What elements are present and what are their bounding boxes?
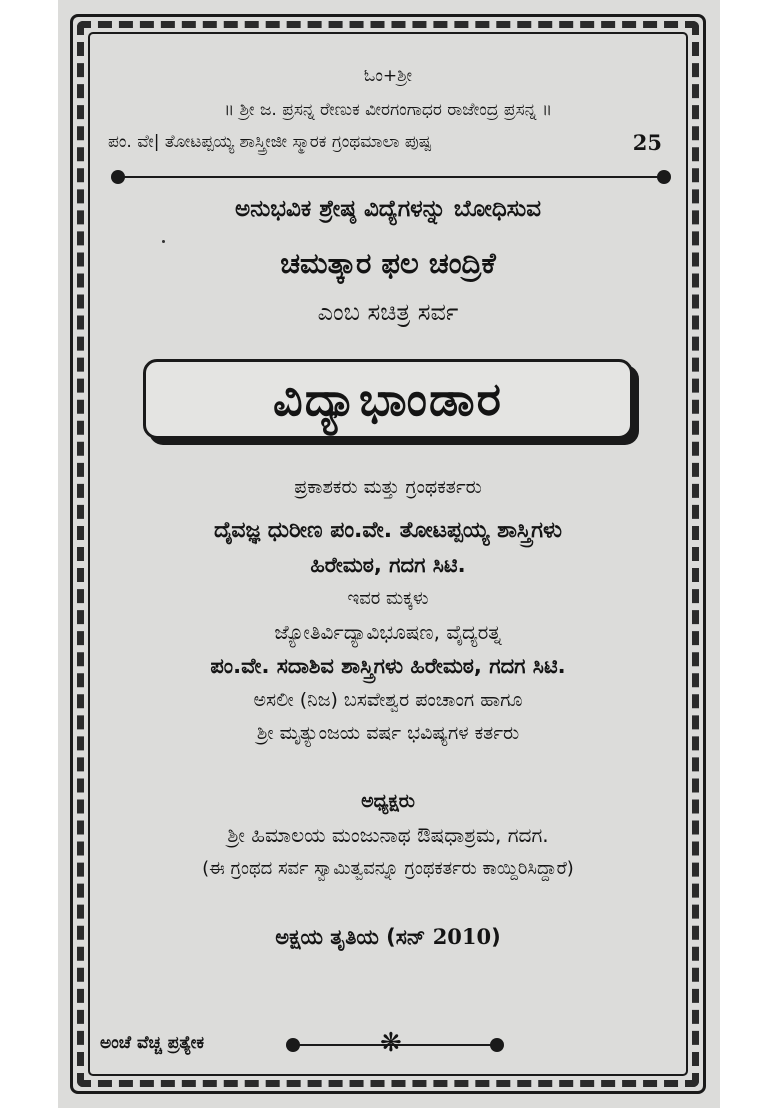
varsha-line: ಶ್ರೀ ಮೃತ್ಯುಂಜಯ ವರ್ಷ ಭವಿಷ್ಯಗಳ ಕರ್ತರು bbox=[256, 722, 520, 744]
divider-dot-left bbox=[111, 170, 125, 184]
president-label: ಅಧ್ಯಕ್ಷರು bbox=[361, 790, 415, 812]
president-name: ಶ್ರೀ ಹಿಮಾಲಯ ಮಂಜುನಾಥ ಔಷಧಾಶ್ರಮ, ಗದಗ. bbox=[227, 823, 549, 847]
author-name: ದೈವಜ್ಞ ಧುರೀಣ ಪಂ.ವೇ. ತೋಟಪ್ಪಯ್ಯ ಶಾಸ್ತ್ರಿಗಳು bbox=[214, 518, 562, 543]
footer-dot-left bbox=[286, 1038, 300, 1052]
subtitle-line-3: ಎಂಬ ಸಚಿತ್ರ ಸರ್ವ bbox=[317, 298, 459, 326]
publication-date bbox=[100, 924, 676, 950]
series-number: 25 bbox=[632, 130, 662, 155]
date-suffix: ) bbox=[491, 925, 501, 949]
their-children-label: ಇವರ ಮಕ್ಕಳು bbox=[347, 588, 429, 609]
subtitle-line-1: ಅನುಭವಿಕ ಶ್ರೇಷ್ಠ ವಿದ್ಯೆಗಳನ್ನು ಬೋಧಿಸುವ bbox=[235, 196, 541, 222]
son-name: ಪಂ.ವೇ. ಸದಾಶಿವ ಶಾಸ್ತ್ರಿಗಳು ಹಿರೇಮಠ, ಗದಗ ಸಿಟಿ. bbox=[210, 654, 566, 678]
publisher-label: ಪ್ರಕಾಶಕರು ಮತ್ತು ಗ್ರಂಥಕರ್ತರು bbox=[294, 476, 482, 498]
date-prefix: ಅಕ್ಷಯ ತೃತಿಯ (ಸನ್ bbox=[275, 925, 426, 949]
flourish-ornament-icon: ❋ bbox=[380, 1028, 402, 1058]
panchanga-line: ಅಸಲೀ (ನಿಜ) ಬಸವೇಶ್ವರ ಪಂಚಾಂಗ ಹಾಗೂ bbox=[253, 689, 523, 711]
rights-notice: (ಈ ಗ್ರಂಥದ ಸರ್ವ ಸ್ವಾಮಿತ್ವವನ್ನೂ ಗ್ರಂಥಕರ್ತರು ಕಾಯ್ದಿರಿಸಿದ್ದಾರೆ) bbox=[202, 858, 574, 879]
om-invocation: ಓಂ+ಶ್ರೀ bbox=[363, 66, 413, 86]
date-year: 2010 bbox=[432, 924, 492, 949]
invocation-line: ॥ ಶ್ರೀ ಜ. ಪ್ರಸನ್ನ ರೇಣುಕ ವೀರಗಂಗಾಧರ ರಾಜೇಂದ್ರ ಪ್ರಸನ್ನ ॥ bbox=[223, 100, 553, 120]
book-title: ವಿದ್ಯಾಭಾಂಡಾರ bbox=[143, 359, 633, 439]
author-place: ಹಿರೇಮಠ, ಗದಗ ಸಿಟಿ. bbox=[310, 553, 466, 577]
subtitle-line-2: ಚಮತ್ಕಾರ ಫಲ ಚಂದ್ರಿಕೆ bbox=[280, 246, 496, 280]
postage-note: ಅಂಚೆ ವೆಚ್ಚ ಪ್ರತ್ಯೇಕ bbox=[100, 1033, 204, 1053]
footer-dot-right bbox=[490, 1038, 504, 1052]
divider-rule bbox=[118, 176, 663, 178]
honorifics: ಜ್ಯೋತಿರ್ವಿದ್ಯಾವಿಭೂಷಣ, ವೈದ್ಯರತ್ನ bbox=[274, 620, 502, 644]
print-speck bbox=[162, 240, 165, 243]
series-line bbox=[108, 130, 668, 155]
series-name: ಪಂ. ವೇ| ತೋಟಪ್ಪಯ್ಯ ಶಾಸ್ತ್ರೀಜೀ ಸ್ಮಾರಕ ಗ್ರಂಥಮಾಲಾ ಪುಷ್ಪ bbox=[108, 132, 432, 152]
divider-dot-right bbox=[657, 170, 671, 184]
